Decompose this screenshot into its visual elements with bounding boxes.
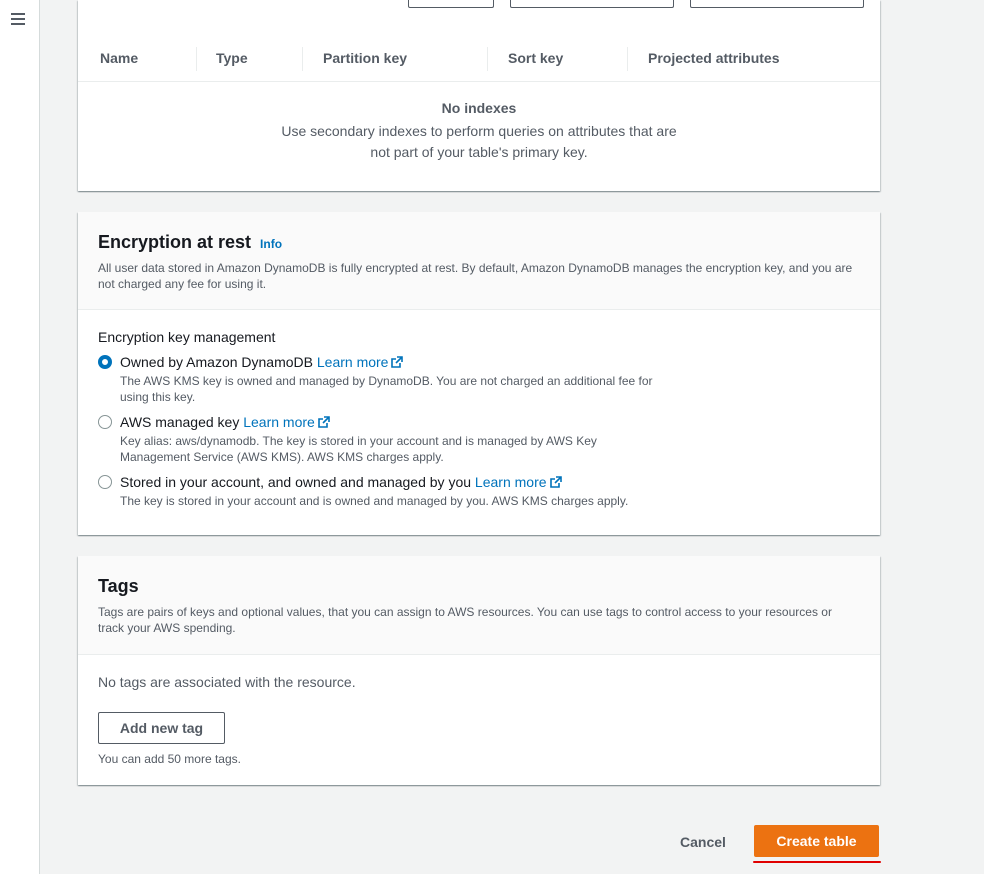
cancel-button[interactable]: Cancel — [680, 834, 726, 850]
learn-more-link[interactable]: Learn more — [475, 474, 562, 490]
external-link-icon — [550, 476, 562, 488]
encryption-panel — [78, 212, 880, 535]
column-sort-key[interactable]: Sort key — [508, 50, 564, 66]
left-sidebar — [0, 0, 40, 874]
radio-description: The AWS KMS key is owned and managed by DynamoDB. You are not charged an additional fee for using this key. — [120, 374, 653, 404]
key-management-label: Encryption key management — [98, 329, 276, 345]
tags-title: Tags — [98, 576, 139, 596]
learn-more-link[interactable]: Learn more — [243, 414, 330, 430]
radio-owned-by-dynamodb[interactable] — [98, 353, 860, 405]
create-index-button[interactable] — [690, 0, 864, 8]
radio-label: Stored in your account, and owned and managed by you — [120, 474, 472, 490]
create-table-button[interactable]: Create table — [754, 825, 879, 857]
radio-aws-managed-key[interactable] — [98, 413, 860, 465]
radio-label: AWS managed key — [120, 414, 240, 430]
column-name[interactable]: Name — [100, 50, 139, 66]
radio-button-selected[interactable] — [98, 355, 112, 369]
column-projected-attributes[interactable]: Projected attributes — [648, 50, 780, 66]
secondary-indexes-panel — [78, 0, 880, 191]
encryption-header — [78, 212, 880, 310]
hamburger-menu-icon[interactable] — [11, 13, 25, 25]
no-indexes-title: No indexes — [441, 100, 517, 116]
radio-button[interactable] — [98, 415, 112, 429]
encryption-title: Encryption at rest — [98, 232, 252, 252]
column-type[interactable]: Type — [216, 50, 248, 66]
radio-description: Key alias: aws/dynamodb. The key is stored in your account and is managed by AWS Key Management Service (AWS KMS). AWS KMS charges apply. — [120, 434, 597, 464]
radio-label: Owned by Amazon DynamoDB — [120, 354, 313, 370]
highlight-underline — [753, 861, 881, 863]
learn-more-link[interactable]: Learn more — [317, 354, 404, 370]
indexes-action-button[interactable] — [510, 0, 674, 8]
indexes-action-button[interactable] — [408, 0, 494, 8]
encryption-description: All user data stored in Amazon DynamoDB is fully encrypted at rest. By default, Amazon DynamoDB manages the encryption key, and you are not charged any fee for using it. — [98, 261, 853, 291]
tags-panel — [78, 556, 880, 785]
radio-button[interactable] — [98, 475, 112, 489]
no-tags-message: No tags are associated with the resource. — [98, 674, 356, 690]
add-new-tag-button[interactable]: Add new tag — [98, 712, 225, 744]
tags-description: Tags are pairs of keys and optional values, that you can assign to AWS resources. You can use tags to control access to your resources or track your AWS spending. — [98, 605, 832, 635]
external-link-icon — [391, 356, 403, 368]
tags-remaining-hint: You can add 50 more tags. — [98, 752, 241, 766]
tags-header — [78, 556, 880, 655]
no-indexes-description: Use secondary indexes to perform queries on attributes that are not part of your table's primary key. — [281, 123, 677, 160]
encryption-info-link[interactable]: Info — [260, 237, 283, 251]
external-link-icon — [318, 416, 330, 428]
radio-customer-managed-key[interactable] — [98, 473, 860, 509]
indexes-table-header — [78, 36, 880, 82]
radio-description: The key is stored in your account and is owned and managed by you. AWS KMS charges apply. — [120, 494, 629, 508]
column-partition-key[interactable]: Partition key — [323, 50, 408, 66]
